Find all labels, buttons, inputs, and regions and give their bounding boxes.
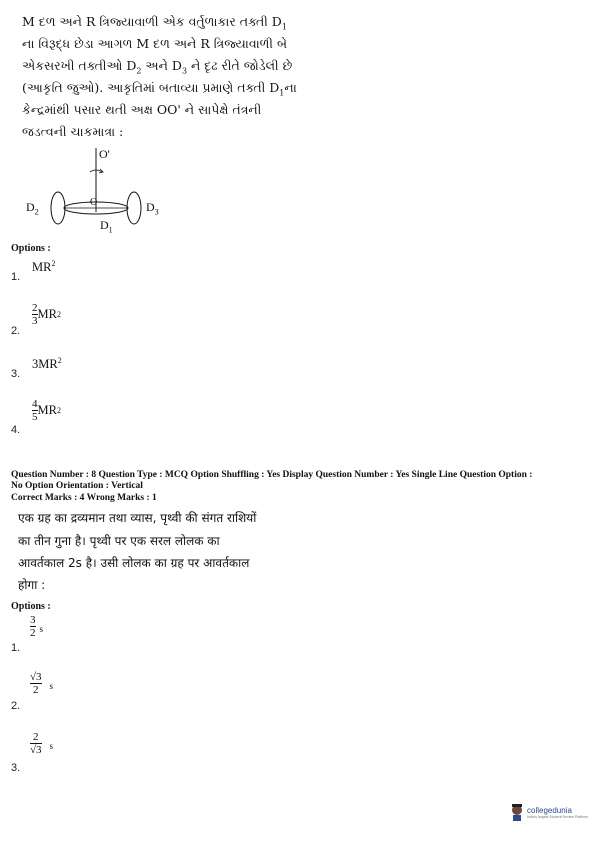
q7-line-6: જડત્વની ચાકમાત્રા :	[22, 124, 124, 139]
q7-line-3: એકસરખી તક્તીઓ $D_2$ અને $D_3$ ને દૃઢ રીતે જોડેલી છે	[22, 58, 293, 76]
q7-option-1[interactable]: $MR^2$	[32, 259, 56, 275]
q7-line-4: (આકૃતિ જુઓ). આકૃતિમાં બતાવ્યા પ્રમાણે તક્તી $D_1ના$	[22, 80, 297, 98]
q7-option-2[interactable]: $\frac{2}{3}$ MR 2	[32, 302, 61, 327]
disc-d2	[51, 192, 65, 224]
q8-option-2[interactable]: $\frac{√3}{2}$ s	[30, 671, 54, 696]
q7-line-1: M દળ અને R ત્રિજ્યાવાળી એક વર્તુળાકાર તક્તી $D_1$	[22, 14, 287, 32]
mascot-icon	[509, 803, 525, 821]
option-number: 1.	[11, 271, 21, 283]
q8-meta-line-1: Question Number : 8 Question Type : MCQ Option Shuffling : Yes Display Question Number : Yes Single Line Question Option :	[11, 470, 533, 480]
q8-option-1[interactable]: $\frac{3}{2}$ s	[30, 614, 44, 639]
q7-option-4[interactable]: $\frac{4}{5}$ MR 2	[32, 398, 61, 423]
figure-label-o: O	[90, 197, 98, 208]
option-number: 2.	[11, 700, 21, 712]
fraction: $\frac{3}{2}$	[30, 614, 36, 639]
q8-line-2: का तीन गुना है। पृथ्वी पर एक सरल लोलक का	[18, 534, 220, 548]
logo-name: collegedunia	[527, 805, 572, 815]
q8-line-1: एक ग्रह का द्रव्यमान तथा व्यास, पृथ्वी की संगत राशियों	[18, 511, 257, 525]
figure-label-d1: $D_1$	[100, 218, 113, 235]
fraction: $\frac{2}{3}$	[32, 302, 38, 327]
option-number: 1.	[11, 642, 21, 654]
option-number: 3.	[11, 368, 21, 380]
figure-label-d2: $D_2$	[26, 200, 39, 217]
options-header: Options :	[11, 601, 51, 612]
fraction: $\frac{√3}{2}$	[30, 671, 42, 696]
q8-line-4: होगा :	[18, 578, 46, 592]
q8-meta-line-3: Correct Marks : 4 Wrong Marks : 1	[11, 493, 157, 503]
q7-option-3[interactable]: $3MR^2$	[32, 356, 62, 372]
q7-line-5: કેન્દ્રમાંથી પસાર થતી અક્ષ OO' ને સાપેક્ષે તંત્રની	[22, 102, 262, 117]
q8-option-3[interactable]: $\frac{2}{√3}$ s	[30, 731, 54, 756]
q8-meta-line-2: No Option Orientation : Vertical	[11, 481, 143, 491]
figure-label-o-prime: O'	[99, 147, 110, 161]
figure-label-d3: $D_3$	[146, 200, 159, 217]
fraction: $\frac{4}{5}$	[32, 398, 38, 423]
option-number: 4.	[11, 424, 21, 436]
options-header: Options :	[11, 243, 51, 254]
collegedunia-logo	[509, 799, 589, 825]
q8-line-3: आवर्तकाल 2s है। उसी लोलक का ग्रह पर आवर्तकाल	[18, 556, 250, 570]
disc-d3	[127, 192, 141, 224]
q7-line-2: ના વિરૂદ્ધ છેડા આગળ M દળ અને R ત્રિજ્યાવાળી બે	[22, 36, 288, 51]
fraction: $\frac{2}{√3}$	[30, 731, 42, 756]
logo-tagline: India's largest Student Review Platform	[527, 814, 588, 819]
option-number: 3.	[11, 762, 21, 774]
option-number: 2.	[11, 325, 21, 337]
